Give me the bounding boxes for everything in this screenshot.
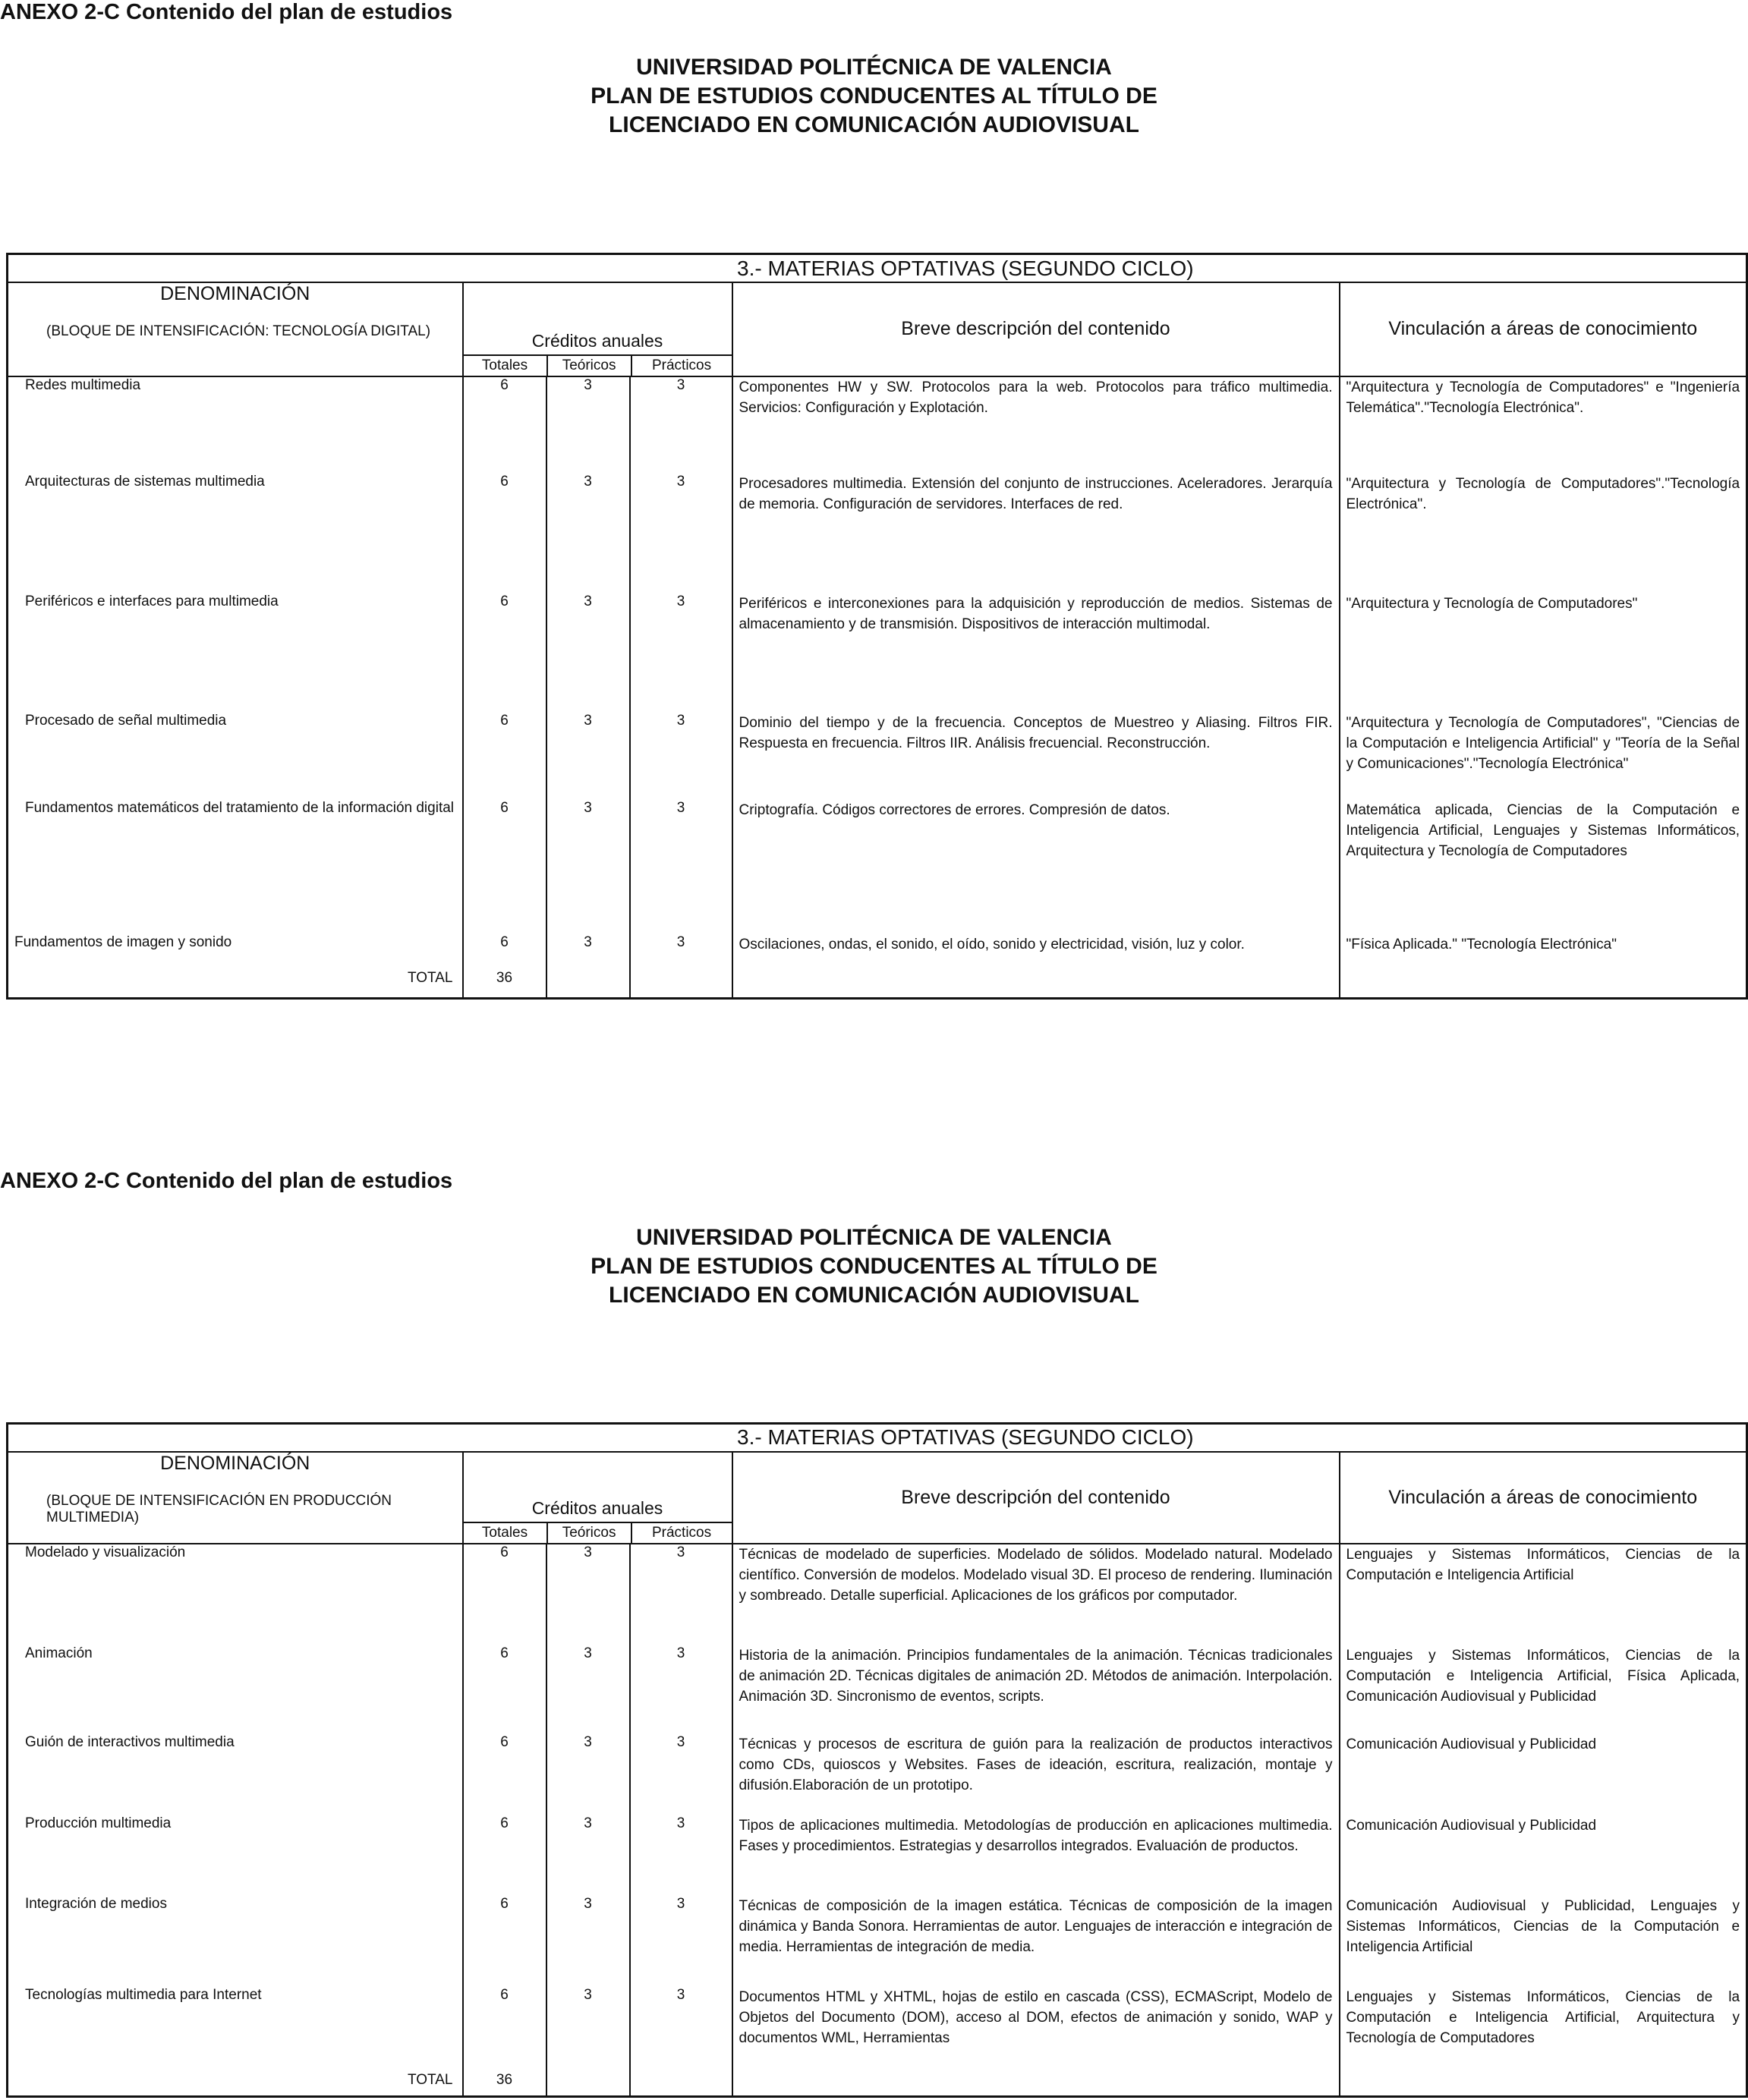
practicos-label: Prácticos <box>651 1525 712 1541</box>
vinculacion-header: Vinculación a áreas de conocimiento <box>1340 282 1747 376</box>
table-row <box>8 934 1747 970</box>
materias-table <box>6 1422 1748 2098</box>
creditos-totales: 6 <box>463 713 546 800</box>
materia-name: Procesado de señal multimedia <box>8 713 463 800</box>
denominacion-label: DENOMINACIÓN <box>160 1452 310 1474</box>
title-line: LICENCIADO EN COMUNICACIÓN AUDIOVISUAL <box>609 112 1139 137</box>
materia-name: Producción multimedia <box>8 1815 463 1897</box>
creditos-practicos: 3 <box>630 593 732 713</box>
creditos-practicos: 3 <box>630 713 732 800</box>
materia-description: Técnicas de modelado de superficies. Modelado de sólidos. Modelado natural. Modelado científico. Conversión de modelos. Modelado visual 3D. El proceso de rendering. Iluminación y sombreado. Detalle superficial. Aplicaciones de los gráficos por computador. <box>732 1544 1340 1645</box>
materia-description: Oscilaciones, ondas, el sonido, el oído, sonido y electricidad, visión, luz y color. <box>732 934 1340 970</box>
materia-vinculacion: Lenguajes y Sistemas Informáticos, Ciencias de la Computación e Inteligencia Artificial <box>1340 1544 1747 1645</box>
materia-description: Historia de la animación. Principios fundamentales de la animación. Técnicas tradicionales de animación 2D. Técnicas digitales de animación 2D. Métodos de animación. Interpolación. Animación 3D. Sincronismo de eventos, scripts. <box>732 1645 1340 1734</box>
creditos-teoricos: 3 <box>546 1544 630 1645</box>
section-title: 3.- MATERIAS OPTATIVAS (SEGUNDO CICLO) <box>8 1424 1747 1452</box>
table-row <box>8 1987 1747 2072</box>
creditos-header <box>463 1452 732 1544</box>
vinculacion-header: Vinculación a áreas de conocimiento <box>1340 1452 1747 1544</box>
creditos-practicos: 3 <box>630 474 732 593</box>
teoricos-label: Teóricos <box>548 1523 632 1543</box>
title-line: UNIVERSIDAD POLITÉCNICA DE VALENCIA <box>636 1225 1112 1250</box>
table-row <box>8 593 1747 713</box>
bloque-label: (BLOQUE DE INTENSIFICACIÓN: TECNOLOGÍA DIGITAL) <box>46 323 431 340</box>
table-row <box>8 1815 1747 1897</box>
practicos-label: Prácticos <box>651 357 712 373</box>
creditos-practicos: 3 <box>630 1734 732 1815</box>
table-row <box>8 1645 1747 1734</box>
creditos-teoricos: 3 <box>546 593 630 713</box>
table-row <box>8 376 1747 474</box>
bloque-label: (BLOQUE DE INTENSIFICACIÓN EN PRODUCCIÓN MULTIMEDIA) <box>46 1492 392 1525</box>
creditos-label: Créditos anuales <box>531 330 663 351</box>
university-title <box>0 53 1748 140</box>
total-value: 36 <box>463 970 546 998</box>
teoricos-label: Teóricos <box>548 356 632 376</box>
materia-name: Tecnologías multimedia para Internet <box>8 1987 463 2072</box>
materia-description: Componentes HW y SW. Protocolos para la web. Protocolos para tráfico multimedia. Servicios: Configuración y Explotación. <box>732 376 1340 474</box>
creditos-teoricos: 3 <box>546 713 630 800</box>
materia-name: Integración de medios <box>8 1896 463 1987</box>
materia-description: Procesadores multimedia. Extensión del conjunto de instrucciones. Aceleradores. Jerarquía de memoria. Configuración de servidores. Interfaces de red. <box>732 474 1340 593</box>
creditos-practicos: 3 <box>630 376 732 474</box>
creditos-totales: 6 <box>463 1734 546 1815</box>
creditos-practicos: 3 <box>630 934 732 970</box>
table-row <box>8 800 1747 934</box>
title-line: PLAN DE ESTUDIOS CONDUCENTES AL TÍTULO DE <box>591 1254 1157 1279</box>
creditos-label: Créditos anuales <box>531 1498 663 1519</box>
creditos-totales: 6 <box>463 800 546 934</box>
materia-vinculacion: "Física Aplicada." "Tecnología Electrónica" <box>1340 934 1747 970</box>
creditos-totales: 6 <box>463 593 546 713</box>
anexo-heading: ANEXO 2-C Contenido del plan de estudios <box>0 0 453 24</box>
totales-label: Totales <box>464 1523 548 1543</box>
materia-vinculacion: Lenguajes y Sistemas Informáticos, Ciencias de la Computación e Inteligencia Artificial, Arquitectura y Tecnología de Computadores <box>1340 1987 1747 2072</box>
totales-label: Totales <box>464 356 548 376</box>
materia-name: Animación <box>8 1645 463 1734</box>
creditos-teoricos: 3 <box>546 1896 630 1987</box>
total-label: TOTAL <box>8 970 463 998</box>
materia-vinculacion: Matemática aplicada, Ciencias de la Computación e Inteligencia Artificial, Lenguajes y Sistemas Informáticos, Arquitectura y Tecnología de Computadores <box>1340 800 1747 934</box>
total-label: TOTAL <box>8 2072 463 2097</box>
creditos-totales: 6 <box>463 1815 546 1897</box>
title-line: PLAN DE ESTUDIOS CONDUCENTES AL TÍTULO DE <box>591 83 1157 109</box>
materia-vinculacion: Comunicación Audiovisual y Publicidad <box>1340 1734 1747 1815</box>
breve-header: Breve descripción del contenido <box>732 282 1340 376</box>
materia-name: Arquitecturas de sistemas multimedia <box>8 474 463 593</box>
materia-name: Periféricos e interfaces para multimedia <box>8 593 463 713</box>
materia-vinculacion: "Arquitectura y Tecnología de Computadores"."Tecnología Electrónica". <box>1340 474 1747 593</box>
creditos-totales: 6 <box>463 934 546 970</box>
table-row <box>8 713 1747 800</box>
materia-description: Dominio del tiempo y de la frecuencia. Conceptos de Muestreo y Aliasing. Filtros FIR. Respuesta en frecuencia. Filtros IIR. Análisis frecuencial. Reconstrucción. <box>732 713 1340 800</box>
total-value: 36 <box>463 2072 546 2097</box>
creditos-teoricos: 3 <box>546 1815 630 1897</box>
materias-table <box>6 253 1748 1000</box>
materia-description: Tipos de aplicaciones multimedia. Metodologías de producción en aplicaciones multimedia. Fases y procedimientos. Estrategias y desarrollos integrados. Evaluación de productos. <box>732 1815 1340 1897</box>
creditos-practicos: 3 <box>630 1544 732 1645</box>
materia-description: Periféricos e interconexiones para la adquisición y reproducción de medios. Sistemas de almacenamiento y de transmisión. Dispositivos de interacción multimodal. <box>732 593 1340 713</box>
materia-name: Modelado y visualización <box>8 1544 463 1645</box>
materia-name: Fundamentos matemáticos del tratamiento de la información digital <box>8 800 463 934</box>
creditos-teoricos: 3 <box>546 934 630 970</box>
table-row <box>8 474 1747 593</box>
table-row <box>8 1734 1747 1815</box>
denominacion-label: DENOMINACIÓN <box>160 283 310 305</box>
materia-description: Criptografía. Códigos correctores de errores. Compresión de datos. <box>732 800 1340 934</box>
creditos-practicos: 3 <box>630 1987 732 2072</box>
materia-description: Técnicas de composición de la imagen estática. Técnicas de composición de la imagen dinámica y Banda Sonora. Herramientas de autor. Lenguajes de interacción e integración de media. Herramientas de integración de media. <box>732 1896 1340 1987</box>
title-line: UNIVERSIDAD POLITÉCNICA DE VALENCIA <box>636 55 1112 80</box>
total-row <box>8 2072 1747 2097</box>
creditos-totales: 6 <box>463 1987 546 2072</box>
title-line: LICENCIADO EN COMUNICACIÓN AUDIOVISUAL <box>609 1283 1139 1308</box>
creditos-practicos: 3 <box>630 1645 732 1734</box>
creditos-totales: 6 <box>463 474 546 593</box>
creditos-practicos: 3 <box>630 1896 732 1987</box>
creditos-totales: 6 <box>463 1645 546 1734</box>
breve-header: Breve descripción del contenido <box>732 1452 1340 1544</box>
anexo-heading: ANEXO 2-C Contenido del plan de estudios <box>0 1169 453 1193</box>
creditos-totales: 6 <box>463 376 546 474</box>
creditos-teoricos: 3 <box>546 1645 630 1734</box>
materia-name: Fundamentos de imagen y sonido <box>8 934 463 970</box>
total-row <box>8 970 1747 998</box>
materia-vinculacion: "Arquitectura y Tecnología de Computadores" <box>1340 593 1747 713</box>
materia-name: Guión de interactivos multimedia <box>8 1734 463 1815</box>
creditos-teoricos: 3 <box>546 1734 630 1815</box>
table-row <box>8 1896 1747 1987</box>
creditos-teoricos: 3 <box>546 800 630 934</box>
materia-vinculacion: "Arquitectura y Tecnología de Computadores", "Ciencias de la Computación e Inteligencia Artificial" y "Teoría de la Señal y Comunicaciones"."Tecnología Electrónica" <box>1340 713 1747 800</box>
table-row <box>8 1544 1747 1645</box>
materia-vinculacion: Lenguajes y Sistemas Informáticos, Ciencias de la Computación e Inteligencia Artificial, Física Aplicada, Comunicación Audiovisual y Publicidad <box>1340 1645 1747 1734</box>
section-title: 3.- MATERIAS OPTATIVAS (SEGUNDO CICLO) <box>8 254 1747 283</box>
materia-vinculacion: Comunicación Audiovisual y Publicidad, Lenguajes y Sistemas Informáticos, Ciencias de la Computación e Inteligencia Artificial <box>1340 1896 1747 1987</box>
materia-vinculacion: Comunicación Audiovisual y Publicidad <box>1340 1815 1747 1897</box>
materia-description: Técnicas y procesos de escritura de guión para la realización de productos interactivos como CDs, quioscos y Websites. Fases de ideación, escritura, realización, montaje y difusión.Elaboración de un prototipo. <box>732 1734 1340 1815</box>
creditos-totales: 6 <box>463 1544 546 1645</box>
creditos-teoricos: 3 <box>546 474 630 593</box>
creditos-teoricos: 3 <box>546 376 630 474</box>
creditos-practicos: 3 <box>630 1815 732 1897</box>
creditos-header <box>463 282 732 376</box>
denominacion-header <box>8 1452 463 1544</box>
university-title <box>0 1223 1748 1310</box>
materia-description: Documentos HTML y XHTML, hojas de estilo en cascada (CSS), ECMAScript, Modelo de Objetos del Documento (DOM), acceso al DOM, efectos de animación y sonido, WAP y documentos WML, Herramientas <box>732 1987 1340 2072</box>
creditos-practicos: 3 <box>630 800 732 934</box>
denominacion-header <box>8 282 463 376</box>
materia-vinculacion: "Arquitectura y Tecnología de Computadores" e "Ingeniería Telemática"."Tecnología Electrónica". <box>1340 376 1747 474</box>
creditos-totales: 6 <box>463 1896 546 1987</box>
creditos-teoricos: 3 <box>546 1987 630 2072</box>
materia-name: Redes multimedia <box>8 376 463 474</box>
